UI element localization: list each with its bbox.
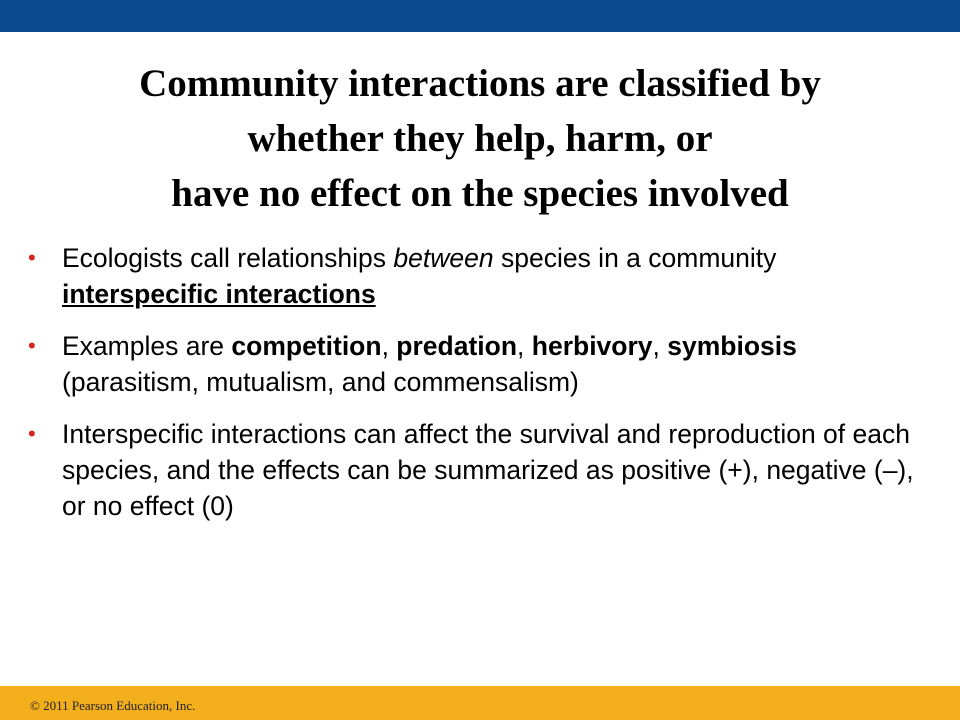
bullet-text: species in a community xyxy=(493,243,777,273)
slide-title xyxy=(40,56,920,221)
key-term: symbiosis xyxy=(667,331,797,361)
bullet-dot: • xyxy=(28,333,36,358)
bullet-text: (parasitism, mutualism, and commensalism) xyxy=(62,367,579,397)
bullet-item xyxy=(28,416,938,524)
bullet-text: , xyxy=(381,331,397,361)
bullet-item xyxy=(28,328,938,400)
bullet-text: Examples are xyxy=(62,331,232,361)
title-line-1: Community interactions are classified by xyxy=(139,62,821,105)
emphasis-text: between xyxy=(393,243,494,273)
key-term: interspecific interactions xyxy=(62,279,376,309)
bullet-text: Ecologists call relationships xyxy=(62,243,394,273)
key-term: herbivory xyxy=(531,331,653,361)
bullet-list xyxy=(28,240,938,540)
bullet-dot: • xyxy=(28,421,36,446)
key-term: predation xyxy=(396,331,518,361)
top-bar xyxy=(0,0,960,32)
title-line-2: whether they help, harm, or xyxy=(247,117,713,160)
title-line-3: have no effect on the species involved xyxy=(171,172,789,215)
bullet-text: , xyxy=(652,331,668,361)
bullet-text: , xyxy=(517,331,532,361)
key-term: competition xyxy=(231,331,382,361)
bullet-text: Interspecific interactions can affect the survival and reproduction of each species, and the effects can be summarized as positive (+), negative (–), or no effect (0) xyxy=(62,419,914,521)
bullet-item xyxy=(28,240,938,312)
bullet-dot: • xyxy=(28,245,36,270)
copyright-notice: © 2011 Pearson Education, Inc. xyxy=(30,698,196,713)
